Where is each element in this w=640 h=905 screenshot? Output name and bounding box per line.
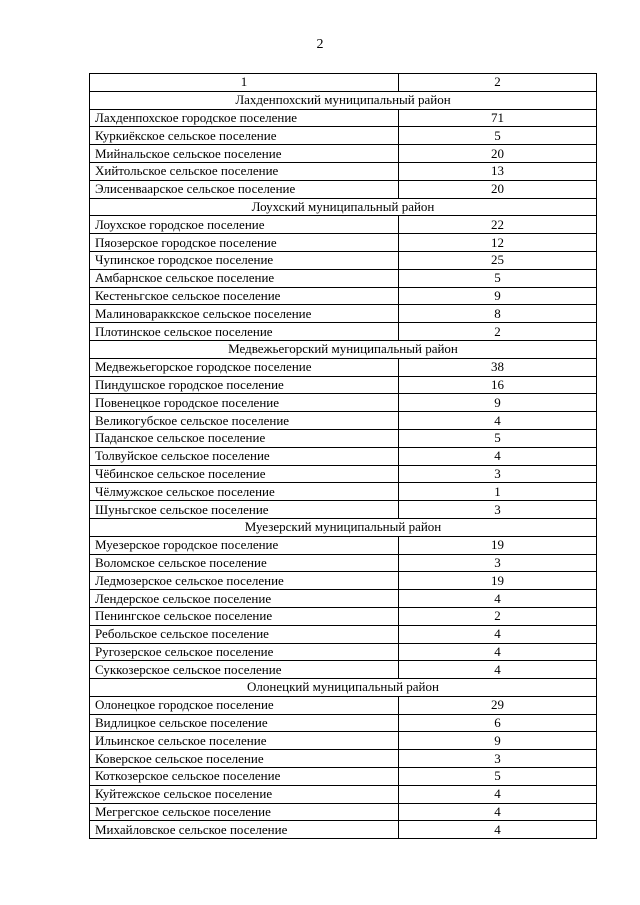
table-row bbox=[90, 465, 597, 483]
settlement-value: 25 bbox=[399, 251, 597, 269]
table-header-row bbox=[90, 74, 597, 92]
district-row bbox=[90, 340, 597, 358]
table-row bbox=[90, 785, 597, 803]
settlement-name: Ледмозерское сельское поселение bbox=[90, 572, 399, 590]
settlement-value: 4 bbox=[399, 803, 597, 821]
table-row bbox=[90, 216, 597, 234]
settlement-value: 5 bbox=[399, 429, 597, 447]
table-row bbox=[90, 376, 597, 394]
settlement-name: Пяозерское городское поселение bbox=[90, 234, 399, 252]
settlement-name: Михайловское сельское поселение bbox=[90, 821, 399, 839]
settlement-name: Мегрегское сельское поселение bbox=[90, 803, 399, 821]
table-row bbox=[90, 287, 597, 305]
table-row bbox=[90, 162, 597, 180]
settlement-name: Хийтольское сельское поселение bbox=[90, 162, 399, 180]
district-row bbox=[90, 679, 597, 697]
settlement-name: Чёлмужское сельское поселение bbox=[90, 483, 399, 501]
settlement-name: Лахденпохское городское поселение bbox=[90, 109, 399, 127]
table-row bbox=[90, 714, 597, 732]
settlement-value: 4 bbox=[399, 643, 597, 661]
settlement-name: Ребольское сельское поселение bbox=[90, 625, 399, 643]
table-row bbox=[90, 821, 597, 839]
settlement-value: 9 bbox=[399, 394, 597, 412]
district-row bbox=[90, 198, 597, 216]
settlement-name: Великогубское сельское поселение bbox=[90, 412, 399, 430]
district-row bbox=[90, 518, 597, 536]
settlement-value: 2 bbox=[399, 323, 597, 341]
settlement-value: 38 bbox=[399, 358, 597, 376]
column-header-1: 1 bbox=[90, 74, 399, 92]
settlement-value: 1 bbox=[399, 483, 597, 501]
settlement-value: 4 bbox=[399, 590, 597, 608]
settlement-value: 19 bbox=[399, 572, 597, 590]
settlement-value: 2 bbox=[399, 607, 597, 625]
settlement-value: 19 bbox=[399, 536, 597, 554]
settlement-value: 6 bbox=[399, 714, 597, 732]
settlement-value: 8 bbox=[399, 305, 597, 323]
table-row bbox=[90, 696, 597, 714]
table-row bbox=[90, 661, 597, 679]
table-row bbox=[90, 590, 597, 608]
table-row bbox=[90, 643, 597, 661]
settlement-value: 9 bbox=[399, 732, 597, 750]
district-row bbox=[90, 91, 597, 109]
table-row bbox=[90, 607, 597, 625]
table-row bbox=[90, 803, 597, 821]
settlement-name: Мийнальское сельское поселение bbox=[90, 145, 399, 163]
table-row bbox=[90, 447, 597, 465]
settlement-name: Повенецкое городское поселение bbox=[90, 394, 399, 412]
table-row bbox=[90, 768, 597, 786]
settlement-value: 20 bbox=[399, 180, 597, 198]
settlement-name: Элисенваарское сельское поселение bbox=[90, 180, 399, 198]
table-row bbox=[90, 251, 597, 269]
settlement-value: 22 bbox=[399, 216, 597, 234]
table-row bbox=[90, 269, 597, 287]
settlement-value: 29 bbox=[399, 696, 597, 714]
settlement-value: 4 bbox=[399, 412, 597, 430]
settlement-name: Муезерское городское поселение bbox=[90, 536, 399, 554]
settlement-value: 5 bbox=[399, 269, 597, 287]
settlement-value: 5 bbox=[399, 768, 597, 786]
settlement-name: Ильинское сельское поселение bbox=[90, 732, 399, 750]
settlement-name: Шуньгское сельское поселение bbox=[90, 501, 399, 519]
settlement-name: Видлицкое сельское поселение bbox=[90, 714, 399, 732]
column-header-2: 2 bbox=[399, 74, 597, 92]
settlement-name: Воломское сельское поселение bbox=[90, 554, 399, 572]
settlement-value: 3 bbox=[399, 465, 597, 483]
settlement-value: 4 bbox=[399, 821, 597, 839]
settlement-value: 16 bbox=[399, 376, 597, 394]
settlement-name: Малиновараккское сельское поселение bbox=[90, 305, 399, 323]
settlement-name: Коткозерское сельское поселение bbox=[90, 768, 399, 786]
settlement-value: 3 bbox=[399, 501, 597, 519]
table-row bbox=[90, 536, 597, 554]
district-name: Муезерский муниципальный район bbox=[90, 518, 597, 536]
settlement-value: 13 bbox=[399, 162, 597, 180]
settlement-value: 3 bbox=[399, 554, 597, 572]
table-row bbox=[90, 180, 597, 198]
table-row bbox=[90, 234, 597, 252]
settlement-name: Пиндушское городское поселение bbox=[90, 376, 399, 394]
settlement-name: Паданское сельское поселение bbox=[90, 429, 399, 447]
settlement-name: Чёбинское сельское поселение bbox=[90, 465, 399, 483]
settlement-name: Кестеньгское сельское поселение bbox=[90, 287, 399, 305]
table-row bbox=[90, 554, 597, 572]
settlement-value: 9 bbox=[399, 287, 597, 305]
table-row bbox=[90, 127, 597, 145]
table-row bbox=[90, 483, 597, 501]
settlement-name: Куркиёкское сельское поселение bbox=[90, 127, 399, 145]
table-row bbox=[90, 572, 597, 590]
district-name: Лахденпохский муниципальный район bbox=[90, 91, 597, 109]
settlement-name: Суккозерское сельское поселение bbox=[90, 661, 399, 679]
settlement-name: Коверское сельское поселение bbox=[90, 750, 399, 768]
table-row bbox=[90, 501, 597, 519]
settlement-value: 4 bbox=[399, 661, 597, 679]
settlement-name: Медвежьегорское городское поселение bbox=[90, 358, 399, 376]
settlement-name: Лендерское сельское поселение bbox=[90, 590, 399, 608]
settlement-value: 4 bbox=[399, 625, 597, 643]
settlement-value: 3 bbox=[399, 750, 597, 768]
settlement-name: Куйтежское сельское поселение bbox=[90, 785, 399, 803]
table-row bbox=[90, 109, 597, 127]
settlement-value: 12 bbox=[399, 234, 597, 252]
settlement-name: Олонецкое городское поселение bbox=[90, 696, 399, 714]
settlements-table bbox=[89, 73, 597, 839]
table-row bbox=[90, 145, 597, 163]
district-name: Медвежьегорский муниципальный район bbox=[90, 340, 597, 358]
settlement-name: Ругозерское сельское поселение bbox=[90, 643, 399, 661]
table-row bbox=[90, 358, 597, 376]
settlement-name: Плотинское сельское поселение bbox=[90, 323, 399, 341]
page-number: 2 bbox=[316, 37, 324, 52]
table-row bbox=[90, 750, 597, 768]
district-name: Лоухский муниципальный район bbox=[90, 198, 597, 216]
table-row bbox=[90, 412, 597, 430]
settlement-value: 4 bbox=[399, 785, 597, 803]
settlement-name: Толвуйское сельское поселение bbox=[90, 447, 399, 465]
settlement-value: 4 bbox=[399, 447, 597, 465]
settlement-name: Пенингское сельское поселение bbox=[90, 607, 399, 625]
table-row bbox=[90, 323, 597, 341]
settlement-name: Амбарнское сельское поселение bbox=[90, 269, 399, 287]
table-row bbox=[90, 394, 597, 412]
table-row bbox=[90, 305, 597, 323]
settlement-value: 20 bbox=[399, 145, 597, 163]
table-row bbox=[90, 625, 597, 643]
table-row bbox=[90, 732, 597, 750]
settlement-name: Чупинское городское поселение bbox=[90, 251, 399, 269]
table-row bbox=[90, 429, 597, 447]
settlement-name: Лоухское городское поселение bbox=[90, 216, 399, 234]
settlement-value: 71 bbox=[399, 109, 597, 127]
district-name: Олонецкий муниципальный район bbox=[90, 679, 597, 697]
settlement-value: 5 bbox=[399, 127, 597, 145]
